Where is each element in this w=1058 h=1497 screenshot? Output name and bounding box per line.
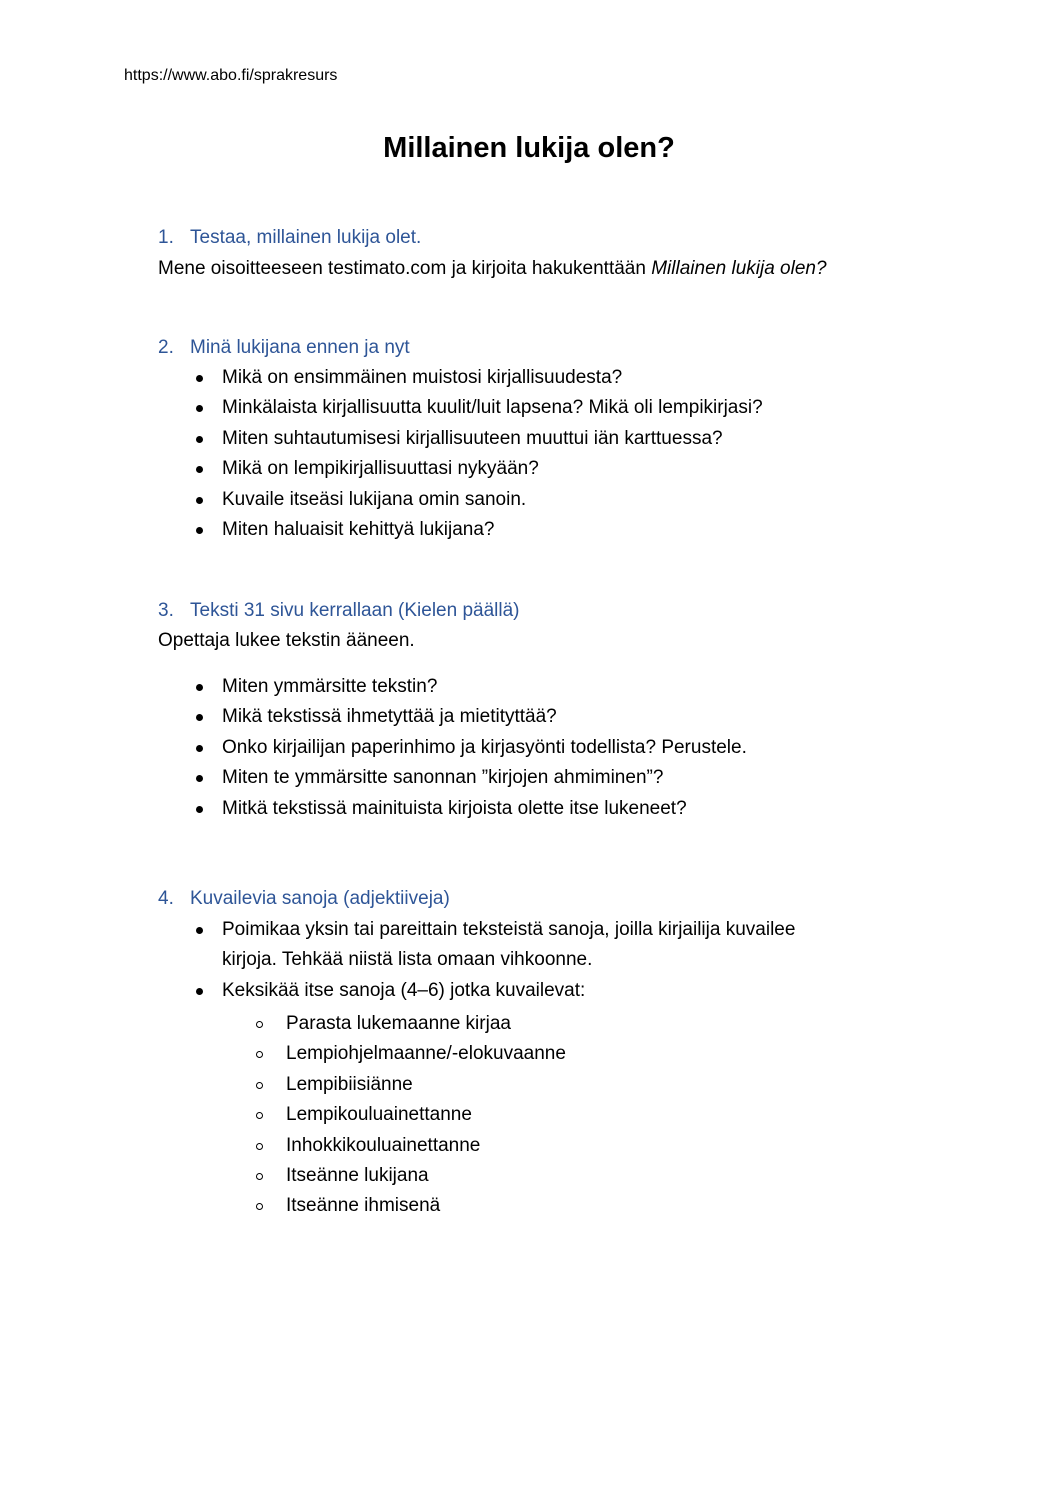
bullet-dot <box>196 375 203 382</box>
section-1-text-plain: Mene oisoitteeseen testimato.com ja kirjoita hakukenttään <box>158 258 652 279</box>
section-4-bullet-list <box>190 915 795 1006</box>
list-item <box>190 702 747 732</box>
section-4-number: 4. <box>158 888 174 909</box>
list-item-text: Mikä tekstissä ihmetyttää ja mietityttää? <box>222 706 557 728</box>
bullet-dot <box>196 806 203 813</box>
bullet-dot <box>196 405 203 412</box>
list-item-text: Keksikää itse sanoja (4–6) jotka kuvailevat: <box>222 979 586 1001</box>
list-item <box>190 794 747 824</box>
sub-list-item-text: Inhokkikouluainettanne <box>286 1134 481 1156</box>
sub-list-item-text: Itseänne ihmisenä <box>286 1195 441 1217</box>
circle-bullet-icon <box>256 1021 263 1028</box>
section-3-number: 3. <box>158 600 174 621</box>
section-4-title: Kuvailevia sanoja (adjektiiveja) <box>190 888 450 909</box>
sub-list-item <box>255 1131 566 1161</box>
list-item <box>190 763 747 793</box>
list-item <box>190 733 747 763</box>
list-item <box>190 672 747 702</box>
list-item <box>190 393 763 423</box>
document-title: Millainen lukija olen? <box>383 132 675 164</box>
section-3-text: Opettaja lukee tekstin ääneen. <box>158 630 415 651</box>
section-4-sub-list <box>255 1009 566 1222</box>
sub-list-item <box>255 1161 566 1191</box>
bullet-dot <box>196 745 203 752</box>
list-item-text: Minkälaista kirjallisuutta kuulit/luit lapsena? Mikä oli lempikirjasi? <box>222 397 763 419</box>
section-1-heading <box>158 226 421 250</box>
bullet-dot <box>196 527 203 534</box>
sub-list-item <box>255 1039 566 1069</box>
circle-bullet-icon <box>256 1143 263 1150</box>
sub-list-item-text: Lempiohjelmaanne/-elokuvaanne <box>286 1043 566 1065</box>
list-item-text: Poimikaa yksin tai pareittain teksteistä sanoja, joilla kirjailija kuvailee <box>222 919 796 940</box>
circle-bullet-icon <box>256 1051 263 1058</box>
section-1-title: Testaa, millainen lukija olet. <box>190 227 422 248</box>
list-item <box>190 485 763 515</box>
list-item-text: Miten suhtautumisesi kirjallisuuteen muuttui iän karttuessa? <box>222 427 723 449</box>
bullet-dot <box>196 684 203 691</box>
bullet-dot <box>196 497 203 504</box>
section-4-heading <box>158 887 450 911</box>
sub-list-item-text: Itseänne lukijana <box>286 1165 429 1187</box>
bullet-dot <box>196 466 203 473</box>
circle-bullet-icon <box>256 1082 263 1089</box>
sub-list-item-text: Lempibiisiänne <box>286 1073 413 1095</box>
list-item <box>190 976 795 1006</box>
list-item <box>190 915 795 976</box>
section-2-heading <box>158 336 410 360</box>
list-item-text: Miten haluaisit kehittyä lukijana? <box>222 519 495 541</box>
list-item-text: Mikä on ensimmäinen muistosi kirjallisuudesta? <box>222 367 623 388</box>
list-item-text: Miten te ymmärsitte sanonnan ”kirjojen ahmiminen”? <box>222 767 664 789</box>
source-url[interactable]: https://www.abo.fi/sprakresurs <box>124 67 338 84</box>
section-2-title: Minä lukijana ennen ja nyt <box>190 337 410 358</box>
bullet-dot <box>196 775 203 782</box>
list-item-text: Mitkä tekstissä mainituista kirjoista olette itse lukeneet? <box>222 797 687 819</box>
circle-bullet-icon <box>256 1112 263 1119</box>
list-item-text: Kuvaile itseäsi lukijana omin sanoin. <box>222 488 527 510</box>
list-item <box>190 454 763 484</box>
bullet-dot <box>196 436 203 443</box>
sub-list-item <box>255 1100 566 1130</box>
sub-list-item <box>255 1191 566 1221</box>
bullet-dot <box>196 927 203 934</box>
sub-list-item <box>255 1070 566 1100</box>
list-item <box>190 363 763 393</box>
section-2-bullet-list <box>190 363 763 545</box>
circle-bullet-icon <box>256 1173 263 1180</box>
section-1-number: 1. <box>158 227 174 248</box>
sub-list-item-text: Parasta lukemaanne kirjaa <box>286 1013 511 1034</box>
circle-bullet-icon <box>256 1203 263 1210</box>
section-3-heading <box>158 599 520 623</box>
list-item-text: Miten ymmärsitte tekstin? <box>222 676 438 697</box>
section-1-text-italic: Millainen lukija olen? <box>651 258 827 279</box>
list-item-text: Onko kirjailijan paperinhimo ja kirjasyönti todellista? Perustele. <box>222 736 747 758</box>
sub-list-item <box>255 1009 566 1039</box>
section-3-title: Teksti 31 sivu kerrallaan (Kielen päällä) <box>190 600 520 621</box>
list-item <box>190 424 763 454</box>
list-item-text-continuation: kirjoja. Tehkää niistä lista omaan vihkoonne. <box>222 949 593 971</box>
list-item <box>190 515 763 545</box>
section-1-text <box>158 257 827 281</box>
bullet-dot <box>196 988 203 995</box>
list-item-text: Mikä on lempikirjallisuuttasi nykyään? <box>222 458 539 480</box>
bullet-dot <box>196 714 203 721</box>
section-3-bullet-list <box>190 672 747 824</box>
sub-list-item-text: Lempikouluainettanne <box>286 1104 472 1126</box>
section-2-number: 2. <box>158 337 174 358</box>
